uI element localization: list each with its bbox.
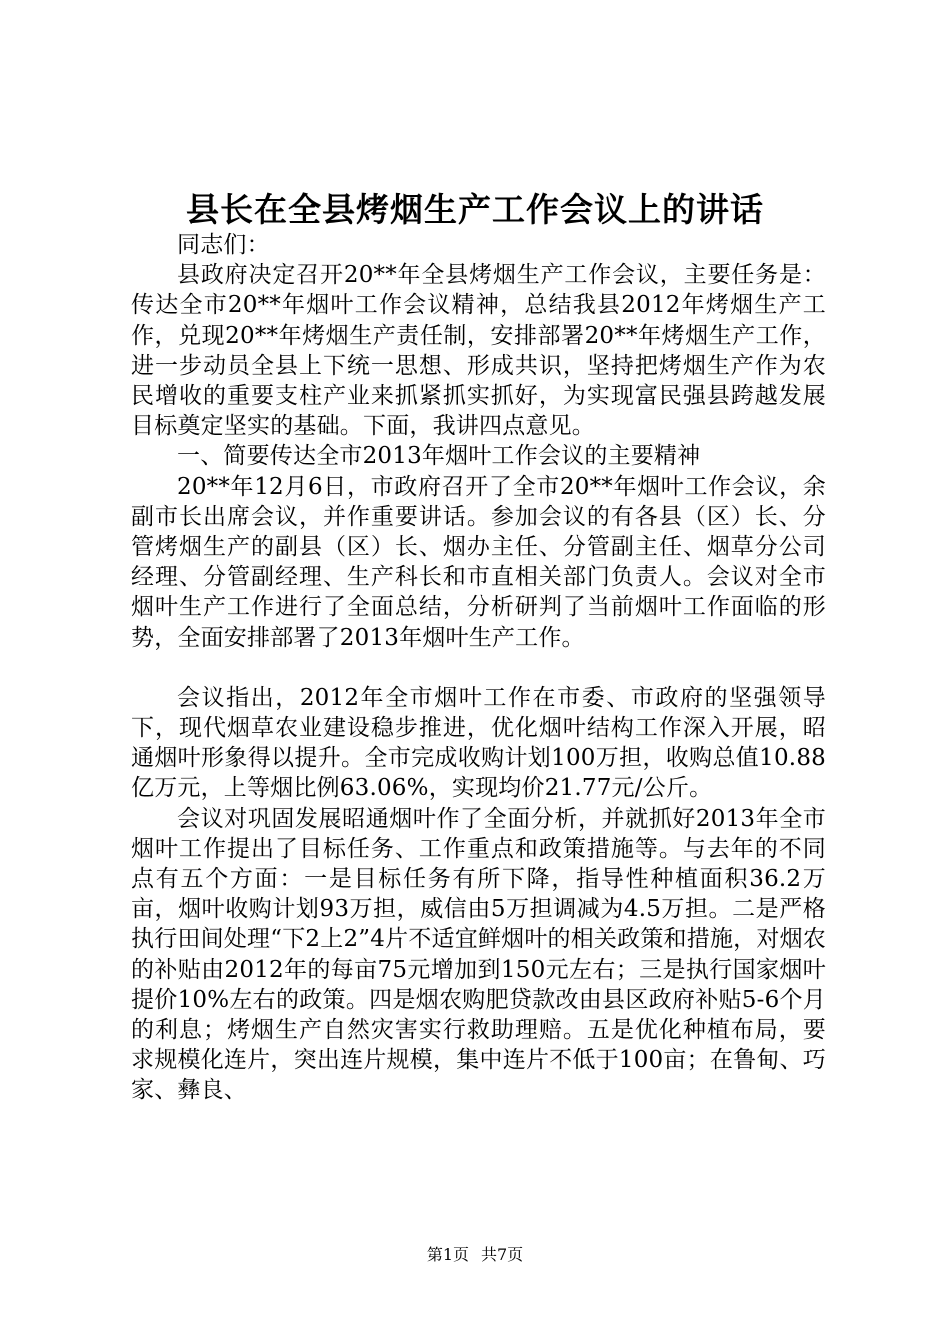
page-total: 共7页 xyxy=(481,1245,524,1264)
page-number: 第1页 xyxy=(426,1245,469,1264)
document-body xyxy=(131,230,826,1106)
paragraph-gap xyxy=(131,653,826,683)
section-heading: 一、简要传达全市2013年烟叶工作会议的主要精神 xyxy=(177,443,701,470)
meeting-analysis-paragraph: 会议对巩固发展昭通烟叶作了全面分析，并就抓好2013年全市烟叶工作提出了目标任务、工作重点和政策措施等。与去年的不同点有五个方面：一是目标任务有所下降，指导性种植面积36.2万亩，烟叶收购计划93万担，威信由5万担调减为4.5万担。二是严格执行田间处理“下2上2”4片不适宜鲜烟叶的相关政策和措施，对烟农的补贴由2012年的每亩75元增加到150元左右；三是执行国家烟叶提价10%左右的政策。四是烟农购肥贷款改由县区政府补贴5-6个月的利息；烤烟生产自然灾害实行救助理赔。五是优化种植布局，要求规模化连片，突出连片规模，集中连片不低于100亩；在鲁甸、巧家、彝良、 xyxy=(131,805,826,1104)
meeting-results-paragraph: 会议指出，2012年全市烟叶工作在市委、市政府的坚强领导下，现代烟草农业建设稳步推进，优化烟叶结构工作深入开展，昭通烟叶形象得以提升。全市完成收购计划100万担，收购总值10.88亿万元，上等烟比例63.06%，实现均价21.77元/公斤。 xyxy=(131,684,826,802)
salutation-paragraph: 同志们： xyxy=(177,232,270,258)
page-footer xyxy=(0,1244,950,1266)
document-title: 县长在全县烤烟生产工作会议上的讲话 xyxy=(186,190,764,229)
intro-paragraph: 县政府决定召开20**年全县烤烟生产工作会议，主要任务是：传达全市20**年烟叶工作会议精神，总结我县2012年烤烟生产工作，兑现20**年烤烟生产责任制，安排部署20**年烤烟生产工作，进一步动员全县上下统一思想、形成共识，坚持把烤烟生产作为农民增收的重要支柱产业来抓紧抓实抓好，为实现富民强县跨越发展目标奠定坚实的基础。下面，我讲四点意见。 xyxy=(131,262,826,440)
meeting-paragraph: 20**年12月6日，市政府召开了全市20**年烟叶工作会议，余副市长出席会议，并作重要讲话。参加会议的有各县（区）长、分管烤烟生产的副县（区）长、烟办主任、分管副主任、烟草分公司经理、分管副经理、生产科长和市直相关部门负责人。会议对全市烟叶生产工作进行了全面总结，分析研判了当前烟叶工作面临的形势，全面安排部署了2013年烟叶生产工作。 xyxy=(131,473,826,651)
